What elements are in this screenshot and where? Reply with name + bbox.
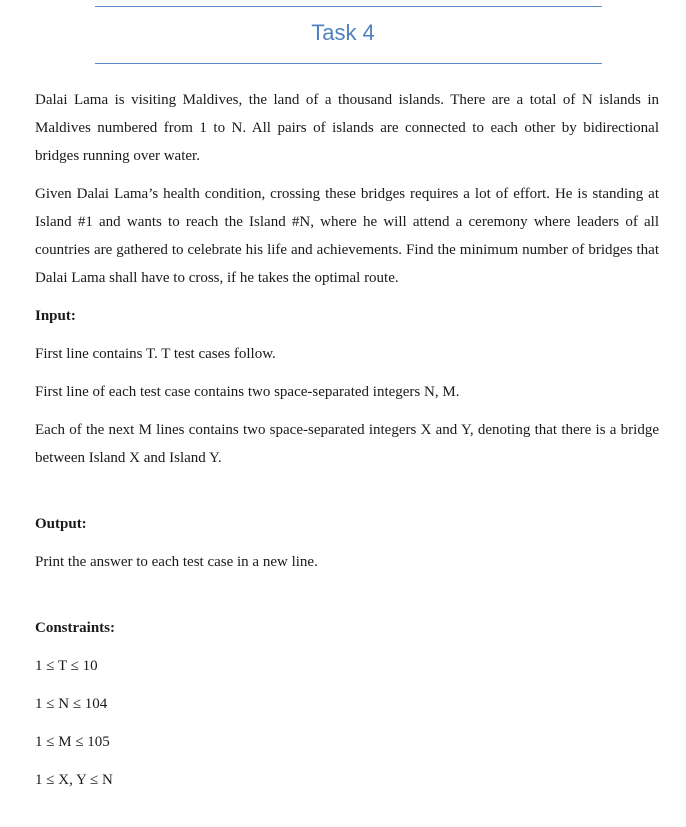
constraint-item: 1 ≤ X, Y ≤ N bbox=[35, 772, 113, 788]
input-line: Each of the next M lines contains two space-separated integers X and Y, denoting that there is a bridge between Island X and Island Y. bbox=[35, 422, 659, 466]
output-line: Print the answer to each test case in a new line. bbox=[35, 554, 318, 570]
top-divider bbox=[95, 6, 602, 7]
bottom-divider bbox=[95, 63, 602, 64]
problem-statement bbox=[35, 86, 659, 804]
intro-paragraph-1: Dalai Lama is visiting Maldives, the land of a thousand islands. There are a total of N islands in Maldives numbered from 1 to N. All pairs of islands are connected to each other by bidirectional bridges running over water. bbox=[35, 92, 659, 164]
constraint-item: 1 ≤ T ≤ 10 bbox=[35, 658, 98, 674]
input-heading: Input: bbox=[35, 308, 76, 324]
input-line: First line of each test case contains two space-separated integers N, M. bbox=[35, 384, 460, 400]
intro-paragraph-2: Given Dalai Lama’s health condition, crossing these bridges requires a lot of effort. He is standing at Island #1 and wants to reach the Island #N, where he will attend a ceremony where leaders of all countries are gathered to celebrate his life and achievements. Find the minimum number of bridges that Dalai Lama shall have to cross, if he takes the optimal route. bbox=[35, 186, 659, 286]
output-heading: Output: bbox=[35, 516, 87, 532]
constraints-heading: Constraints: bbox=[35, 620, 116, 636]
constraint-item: 1 ≤ M ≤ 105 bbox=[35, 734, 110, 750]
page-title: Task 4 bbox=[311, 20, 375, 45]
constraint-item: 1 ≤ N ≤ 104 bbox=[35, 696, 108, 712]
input-line: First line contains T. T test cases follow. bbox=[35, 346, 276, 362]
